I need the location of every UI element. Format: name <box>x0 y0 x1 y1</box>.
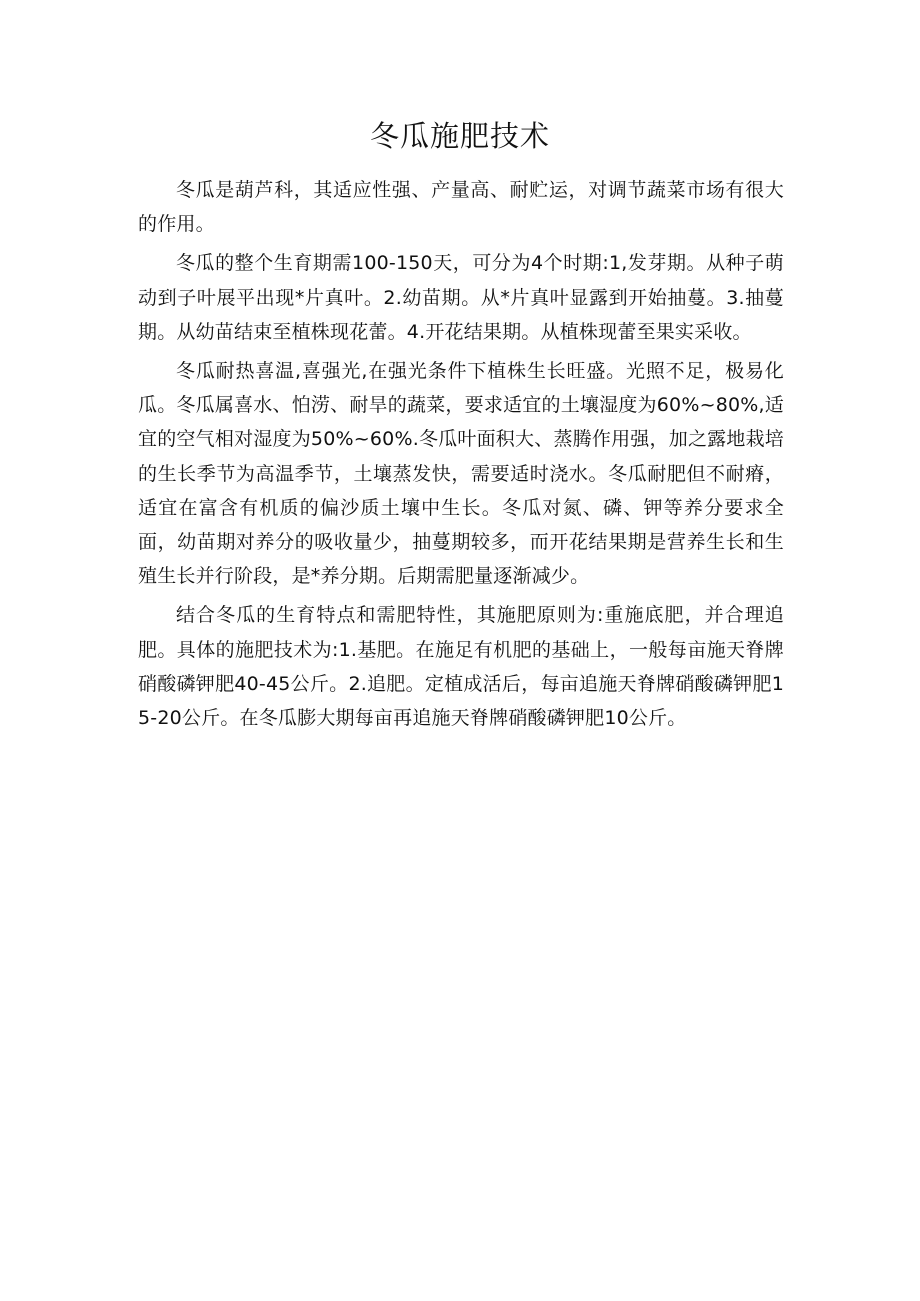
document-body <box>138 173 784 740</box>
paragraph-intro: 冬瓜是葫芦科，其适应性强、产量高、耐贮运，对调节蔬菜市场有很大的作用。 <box>138 179 784 236</box>
paragraph-fertilization-technique: 结合冬瓜的生育特点和需肥特性，其施肥原则为:重施底肥，并合理追肥。具体的施肥技术为:1.基肥。在施足有机肥的基础上，一般每亩施天脊牌硝酸磷钾肥40-45公斤。2.追肥。定植成活后，每亩追施天脊牌硝酸磷钾肥15-20公斤。在冬瓜膨大期每亩再追施天脊牌硝酸磷钾肥10公斤。 <box>138 604 784 730</box>
paragraph-growth-stages: 冬瓜的整个生育期需100-150天，可分为4个时期:1,发芽期。从种子萌动到子叶展平出现*片真叶。2.幼苗期。从*片真叶显露到开始抽蔓。3.抽蔓期。从幼苗结束至植株现花蕾。4.开花结果期。从植株现蕾至果实采收。 <box>138 252 784 343</box>
document-title: 冬瓜施肥技术 <box>369 119 550 153</box>
paragraph-growing-conditions: 冬瓜耐热喜温,喜强光,在强光条件下植株生长旺盛。光照不足，极易化瓜。冬瓜属喜水、怕涝、耐旱的蔬菜，要求适宜的土壤湿度为60%~80%,适宜的空气相对湿度为50%~60%.冬瓜叶面积大、蒸腾作用强，加之露地栽培的生长季节为高温季节，土壤蒸发快，需要适时浇水。冬瓜耐肥但不耐瘠，适宜在富含有机质的偏沙质土壤中生长。冬瓜对氮、磷、钾等养分要求全面，幼苗期对养分的吸收量少，抽蔓期较多，而开花结果期是营养生长和生殖生长并行阶段，是*养分期。后期需肥量逐渐减少。 <box>138 360 784 588</box>
